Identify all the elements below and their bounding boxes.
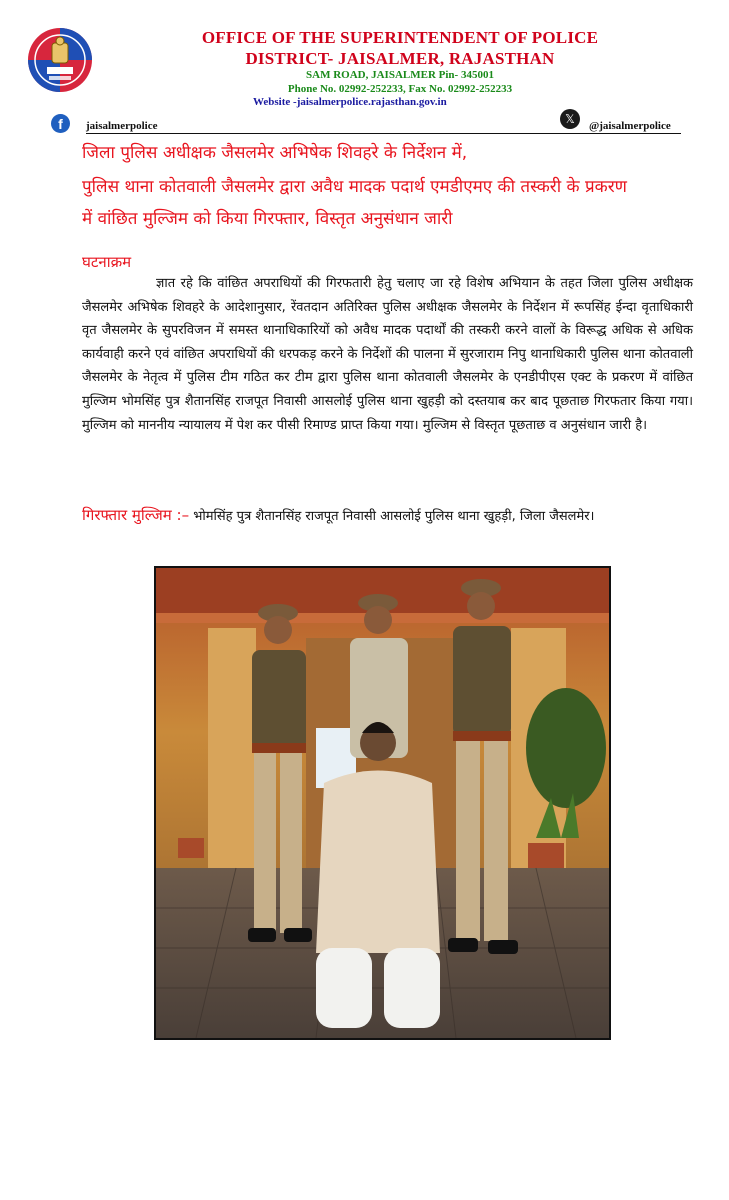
header-address: SAM ROAD, JAISALMER Pin- 345001 (306, 69, 494, 81)
facebook-icon[interactable]: f (51, 114, 70, 133)
police-logo-icon (27, 27, 93, 93)
x-handle[interactable]: @jaisalmerpolice (589, 120, 671, 132)
header-district: DISTRICT- JAISALMER, RAJASTHAN (245, 49, 555, 68)
header-title: OFFICE OF THE SUPERINTENDENT OF POLICE (201, 28, 599, 47)
x-twitter-icon[interactable]: 𝕏 (560, 109, 580, 129)
arrested-person (82, 504, 693, 529)
arrested-label: गिरफ्तार मुल्जिम :– (82, 506, 190, 524)
header-divider (86, 133, 681, 134)
headline-line-1: जिला पुलिस अधीक्षक जैसलमेर अभिषेक शिवहरे के निर्देशन में, (82, 143, 468, 163)
headline-line-3: में वांछित मुल्जिम को किया गिरफ्तार, विस्तृत अनुसंधान जारी (82, 209, 453, 229)
arrested-details: भोमसिंह पुत्र शैतानसिंह राजपूत निवासी आसलोई पुलिस थाना खुहड़ी, जिला जैसलमेर। (189, 509, 595, 524)
section-title: घटनाक्रम (82, 253, 132, 271)
header-phone: Phone No. 02992-252233, Fax No. 02992-252233 (287, 83, 513, 95)
facebook-handle[interactable]: jaisalmerpolice (86, 120, 158, 132)
arrest-photo (154, 566, 611, 1040)
body-paragraph: ज्ञात रहे कि वांछित अपराधियों की गिरफतारी हेतु चलाए जा रहे विशेष अभियान के तहत जिला पुलिस अधीक्षक जैसलमेर अभिषेक शिवहरे के आदेशानुसार, रेंवतदान अतिरिक्त पुलिस अधीक्षक जैसलमेर के निर्देशन में रूपसिंह ईन्दा वृताधिकारी वृत जैसलमेर के सुपरविजन में समस्त थानाधिकारियों को अवैध मादक पदार्थों की तस्करी करने वालों के विरूद्ध अधिक से अधिक कार्यवाही करने एवं वांछित अपराधियों की धरपकड़ करने के निर्देशों की पालना में सुरजाराम निपु थानाधिकारी पुलिस थाना कोतवाली जैसलमेर के नेतृत्व में पुलिस टीम गठित कर टीम द्वारा पुलिस थाना कोतवाली जैसलमेर के एनडीपीएस एक्ट के प्रकरण में वांछित मुल्जिम भोमसिंह पुत्र शैतानसिंह राजपूत निवासी आसलोई पुलिस थाना खुहड़ी को दस्तयाब कर बाद पूछताछ गिरफतार किया गया। मुल्जिम को माननीय न्यायालय में पेश कर पीसी रिमाण्ड प्राप्त किया गया। मुल्जिम से विस्तृत पूछताछ व अनुसंधान जारी है। (82, 276, 693, 433)
headline-line-2: पुलिस थाना कोतवाली जैसलमेर द्वारा अवैध मादक पदार्थ एमडीएमए की तस्करी के प्रकरण (82, 177, 627, 197)
arrest-photo-illustration (156, 568, 609, 1038)
header-website[interactable]: Website -jaisalmerpolice.rajasthan.gov.in (253, 96, 447, 108)
